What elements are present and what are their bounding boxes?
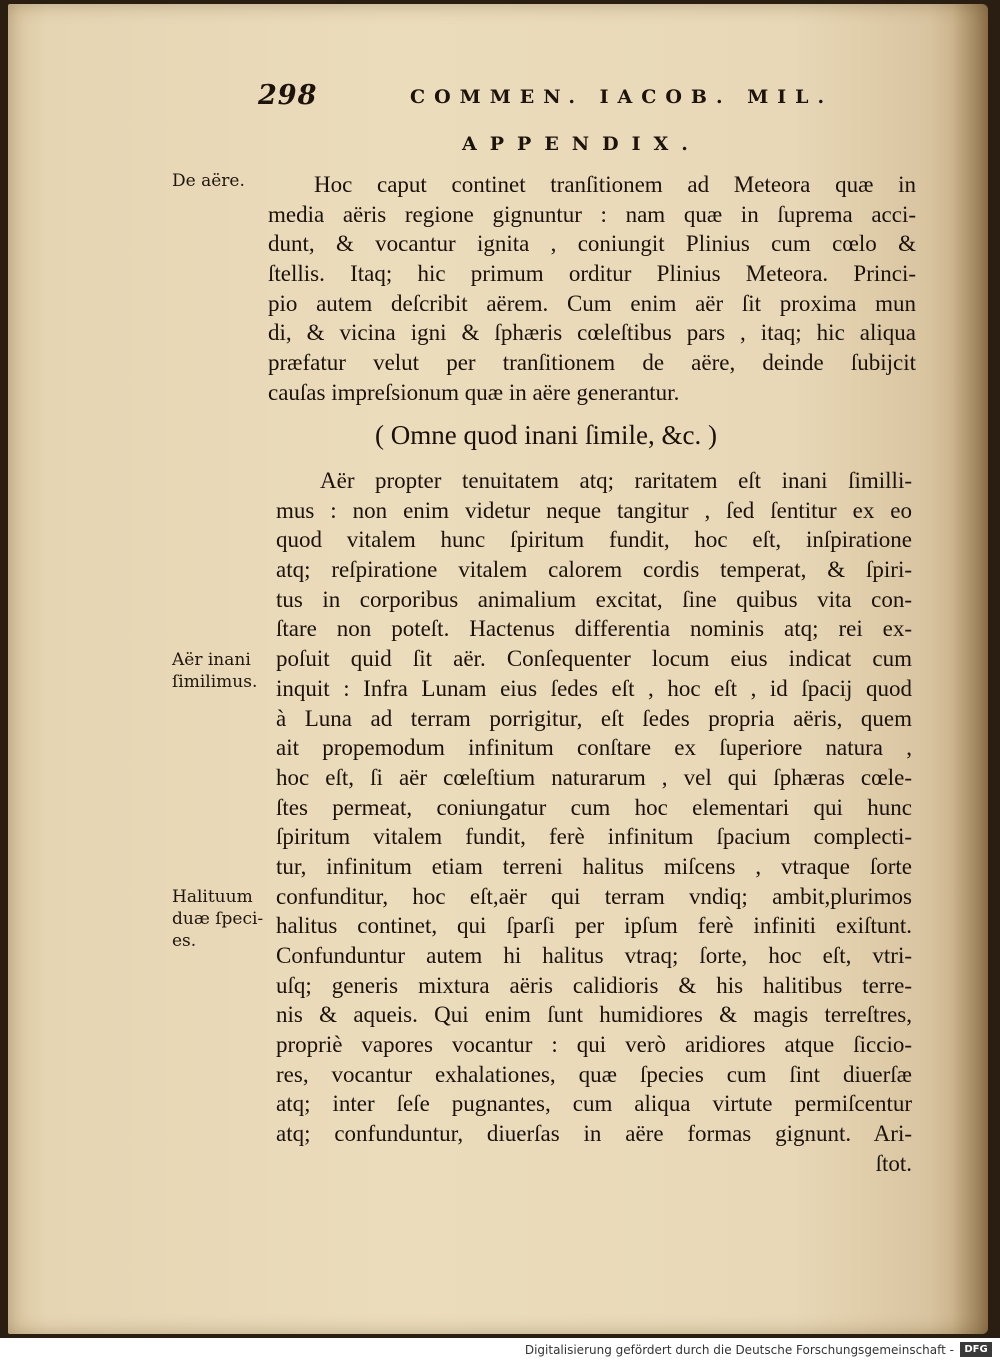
text-line: uſq; generis mixtura aëris calidioris & his halitibus terre-	[276, 972, 912, 998]
running-head: COMMEN. IACOB. MIL.	[410, 86, 834, 108]
text-line: cauſas impreſsionum quæ in aëre generantur.	[268, 379, 680, 405]
text-line: ſpiritum vitalem fundit, ferè infinitum ſpacium complecti-	[276, 824, 912, 850]
text-line: res, vocantur exhalationes, quæ ſpecies cum ſint diuerſæ	[276, 1061, 912, 1087]
text-line: poſuit quid ſit aër. Conſequenter locum eius indicat cum	[276, 646, 912, 672]
text-line: mus : non enim videtur neque tangitur , ſed ſentitur ex eo	[276, 497, 912, 523]
text-line: ſtare non poteſt. Hactenus differentia nominis atq; rei ex-	[276, 616, 912, 642]
funding-notice: Digitalisierung gefördert durch die Deutsche Forschungsgemeinschaft -	[524, 1343, 954, 1357]
text-line: dunt, & vocantur ignita , coniungit Plinius cum cœlo &	[268, 231, 916, 257]
margin-note-aer-inani: Aër inani ſimilimus.	[172, 650, 258, 692]
text-line: di, & vicina igni & ſphæris cœleſtibus pars , itaq; hic aliqua	[268, 320, 916, 346]
text-line: Hoc caput continet tranſitionem ad Meteora quæ in	[314, 172, 916, 197]
text-line: halitus continet, qui ſparſi per ipſum ferè infiniti exiſtunt.	[276, 913, 912, 939]
subheading: ( Omne quod inani ſimile, &c. )	[375, 420, 717, 450]
text-line: confunditur, hoc eſt,aër qui terram vndiq; ambit,plurimos	[276, 883, 912, 909]
text-line: quod vitalem hunc ſpiritum fundit, hoc eſt, inſpiratione	[276, 527, 912, 553]
dfg-logo: DFG	[960, 1342, 992, 1357]
text-line: propriè vapores vocantur : qui verò aridiores atque ſiccio-	[276, 1032, 912, 1058]
text-line: hoc eſt, ſi aër cœleſtium naturarum , vel qui ſphæras cœle-	[276, 764, 912, 790]
text-line: pio autem deſcribit aërem. Cum enim aër ſit proxima mun	[268, 290, 916, 316]
text-line: ſtes permeat, coniungatur cum hoc elementari qui hunc	[276, 794, 912, 820]
text-line: nis & aqueis. Qui enim ſunt humidiores & magis terreſtres,	[276, 1002, 912, 1028]
margin-note-de-aere: De aëre.	[172, 171, 245, 191]
text-line: ſtot.	[875, 1150, 912, 1176]
page-number: 298	[258, 80, 318, 111]
text-line: ſtellis. Itaq; hic primum orditur Plinius Meteora. Princi-	[268, 261, 916, 287]
text-line: præfatur velut per tranſitionem de aëre, deinde ſubijcit	[268, 350, 916, 376]
page-edge-shadow	[952, 4, 988, 1334]
text-line: atq; inter ſeſe pugnantes, cum aliqua virtute permiſcentur	[276, 1091, 912, 1117]
margin-note-halituum: Halituum duæ ſpeci- es.	[172, 887, 264, 951]
text-line: tur, infinitum etiam terreni halitus miſcens , vtraque ſorte	[276, 853, 912, 879]
text-line: atq; reſpiratione vitalem calorem cordis temperat, & ſpiri-	[276, 557, 912, 583]
text-line: media aëris regione gignuntur : nam quæ in ſuprema acci-	[268, 201, 916, 227]
text-line: inquit : Infra Lunam eius ſedes eſt , hoc eſt , id ſpacij quod	[276, 675, 912, 701]
page-header	[258, 80, 834, 116]
text-line: tus in corporibus animalium excitat, ſine quibus vita con-	[276, 586, 912, 612]
text-line: Aër propter tenuitatem atq; raritatem eſt inani ſimilli-	[320, 468, 912, 493]
digitization-footer	[0, 1338, 1000, 1362]
text-line: à Luna ad terram porrigitur, eſt ſedes propria aëris, quem	[276, 705, 912, 731]
text-line: ait propemodum infinitum conſtare ex ſuperiore natura ,	[276, 735, 912, 761]
text-line: atq; confunduntur, diuerſas in aëre formas gignunt. Ari-	[276, 1121, 912, 1147]
text-line: Confunduntur autem hi halitus vtraq; ſorte, hoc eſt, vtri-	[276, 943, 912, 968]
section-heading: APPENDIX.	[462, 133, 701, 155]
paragraph-2	[276, 466, 912, 1179]
paragraph-1	[268, 170, 916, 408]
